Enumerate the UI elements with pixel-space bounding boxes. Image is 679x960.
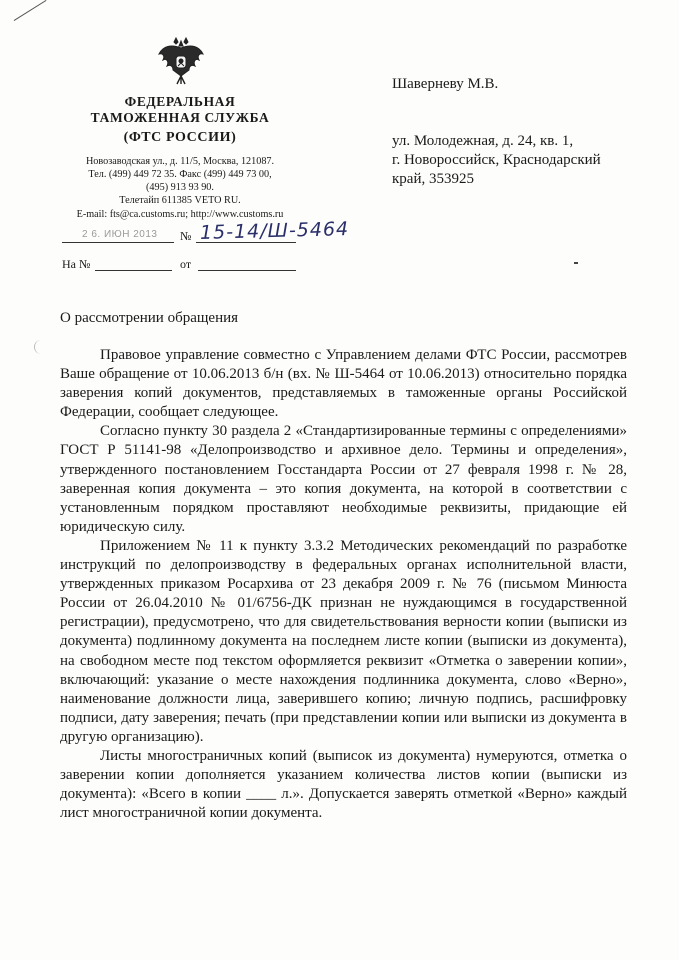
pen-stroke-mark — [14, 0, 47, 21]
in-reply-underline — [95, 270, 172, 271]
number-underline — [196, 242, 296, 243]
letter-subject: О рассмотрении обращения — [60, 310, 239, 326]
date-underline — [62, 242, 174, 243]
from-label: от — [180, 257, 192, 271]
addressee-address-line: ул. Молодежная, д. 24, кв. 1, — [392, 133, 574, 149]
in-reply-label: На № — [62, 257, 91, 271]
coat-of-arms-emblem — [157, 36, 205, 86]
number-label: № — [180, 229, 192, 243]
body-paragraph: Листы многостраничных копий (выписок из документа) нумеруются, отметка о заверении копии дополняется указанием количества листов копии (выписки из документа): «Всего в копии ____ л.». Допускается заверять отметкой «Верно» каждый лист многостраничной копии документа. — [60, 747, 627, 822]
body-paragraph: Приложением № 11 к пункту 3.3.2 Методических рекомендаций по разработке инструкций по делопроизводству в федеральных органах исполнительной власти, утвержденных приказом Росархива от 23 декабря 2009 г. № 76 (письмом Минюста России от 26.04.2010 № 01/6756-ДК признан не нуждающимся в государственной регистрации), предусмотрено, что для свидетельствования верности копии (выписки из документа) подлинному документа на последнем листе копии (выписки из документа), на свободном месте под текстом оформляется реквизит «Отметка о заверении копии», включающий: указание о месте нахождения подлинника документа, слово «Верно», наименование должности лица, заверившего копию; личную подпись, расшифровку подписи, дату заверения; печать (при представлении копии или выписки из документа в другую организацию). — [60, 537, 627, 745]
from-underline — [198, 270, 296, 271]
org-email-line: E-mail: fts@ca.customs.ru; http://www.customs.ru — [76, 209, 284, 220]
org-name-line2: ТАМОЖЕННАЯ СЛУЖБА — [90, 110, 270, 125]
org-phone-line: Тел. (499) 449 72 35. Факс (499) 449 73 00, — [88, 169, 272, 180]
date-stamp: 2 6. ИЮН 2013 — [82, 229, 158, 240]
addressee-address-line: г. Новороссийск, Краснодарский — [392, 152, 601, 168]
body-paragraph: Согласно пункту 30 раздела 2 «Стандартизированные термины с определениями» ГОСТ Р 51141-98 «Делопроизводство и архивное дело. Термины и определения», утвержденного постановлением Госстандарта России от 27 февраля 1998 г. № 28, заверенная копия документа – это копия документа, на которой в соответствии с установленным порядком проставляют необходимые реквизиты, придающие ей юридическую силу. — [60, 423, 627, 535]
org-phone-line: (495) 913 93 90. — [146, 182, 214, 193]
org-teletype-line: Телетайп 611385 VETO RU. — [119, 195, 241, 206]
org-name-line1: ФЕДЕРАЛЬНАЯ — [124, 94, 236, 109]
org-abbreviation: (ФТС РОССИИ) — [123, 130, 237, 145]
letter-body — [60, 346, 627, 823]
handwritten-reg-number: 15-14/Ш-5464 — [199, 218, 350, 244]
margin-punch-mark — [34, 340, 43, 354]
org-address-line: Новозаводская ул., д. 11/5, Москва, 121087. — [85, 156, 275, 167]
scan-speck — [574, 262, 578, 264]
addressee-name: Шаверневу М.В. — [392, 76, 499, 92]
addressee-address-line: край, 353925 — [392, 171, 474, 187]
body-paragraph: Правовое управление совместно с Управлением делами ФТС России, рассмотрев Ваше обращение от 10.06.2013 б/н (вх. № Ш-5464 от 10.06.2013) относительно порядка заверения копий документов, представляемых в таможенные органы Российской Федерации, сообщает следующее. — [60, 347, 627, 421]
